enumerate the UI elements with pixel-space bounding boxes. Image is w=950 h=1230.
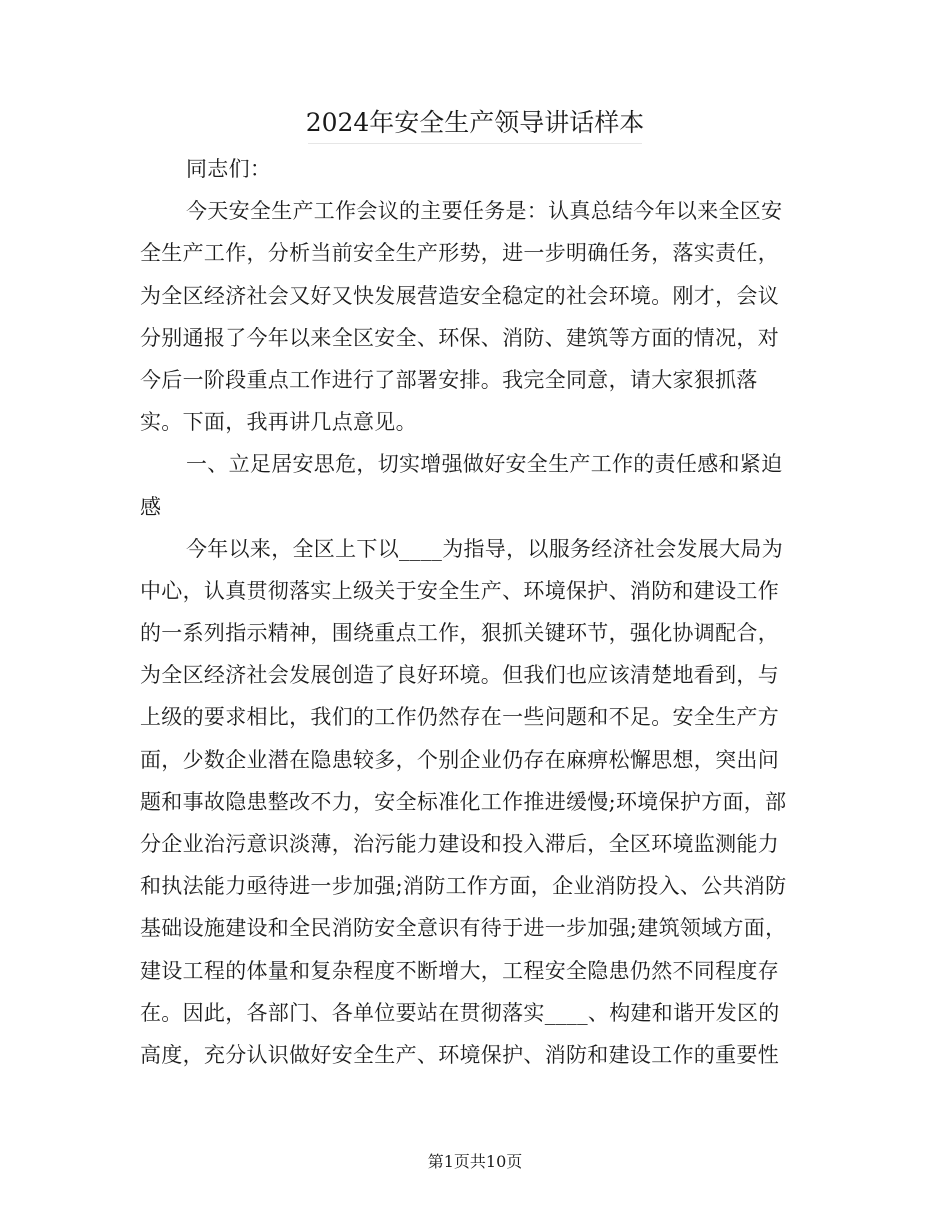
paragraph-line: 基础设施建设和全民消防安全意识有待于进一步加强;建筑领域方面， bbox=[140, 916, 787, 941]
page-number: 第1页共10页 bbox=[427, 1152, 523, 1171]
paragraph-line: 今年以来，全区上下以____为指导，以服务经济社会发展大局为 bbox=[186, 536, 783, 561]
paragraph-line: 分别通报了今年以来全区安全、环保、消防、建筑等方面的情况，对 bbox=[140, 325, 779, 350]
paragraph-line: 今后一阶段重点工作进行了部署安排。我完全同意，请大家狠抓落 bbox=[140, 367, 758, 392]
paragraph-line: 全生产工作，分析当前安全生产形势，进一步明确任务，落实责任， bbox=[140, 241, 779, 266]
paragraph-line: 高度，充分认识做好安全生产、环境保护、消防和建设工作的重要性 bbox=[140, 1042, 779, 1067]
paragraph-line: 中心，认真贯彻落实上级关于安全生产、环境保护、消防和建设工作 bbox=[140, 578, 779, 603]
paragraph-line: 和执法能力亟待进一步加强;消防工作方面，企业消防投入、公共消防 bbox=[140, 874, 787, 899]
section-heading-line: 感 bbox=[140, 494, 162, 519]
paragraph-line: 的一系列指示精神，围绕重点工作，狠抓关键环节，强化协调配合， bbox=[140, 621, 779, 646]
salutation: 同志们： bbox=[186, 157, 272, 181]
paragraph-line: 在。因此，各部门、各单位要站在贯彻落实____、构建和谐开发区的 bbox=[140, 1000, 780, 1025]
paragraph-line: 分企业治污意识淡薄，治污能力建设和投入滞后，全区环境监测能力 bbox=[140, 832, 779, 856]
paragraph-line: 为全区经济社会又好又快发展营造安全稳定的社会环境。刚才，会议 bbox=[140, 283, 779, 308]
title-divider bbox=[308, 143, 642, 144]
section-heading-line: 一、立足居安思危，切实增强做好安全生产工作的责任感和紧迫 bbox=[186, 452, 783, 477]
document-body bbox=[140, 148, 812, 1076]
paragraph-line: 建设工程的体量和复杂程度不断增大，工程安全隐患仍然不同程度存 bbox=[140, 958, 779, 983]
paragraph-line: 题和事故隐患整改不力，安全标准化工作推进缓慢;环境保护方面，部 bbox=[140, 789, 787, 814]
paragraph-line: 为全区经济社会发展创造了良好环境。但我们也应该清楚地看到，与 bbox=[140, 663, 779, 688]
paragraph-line: 今天安全生产工作会议的主要任务是：认真总结今年以来全区安 bbox=[186, 199, 783, 224]
paragraph-line: 上级的要求相比，我们的工作仍然存在一些问题和不足。安全生产方 bbox=[140, 705, 779, 730]
paragraph-line: 实。下面，我再讲几点意见。 bbox=[140, 410, 417, 435]
document-title: 2024年安全生产领导讲话样本 bbox=[305, 108, 645, 137]
paragraph-line: 面，少数企业潜在隐患较多，个别企业仍存在麻痹松懈思想，突出问 bbox=[140, 747, 779, 772]
